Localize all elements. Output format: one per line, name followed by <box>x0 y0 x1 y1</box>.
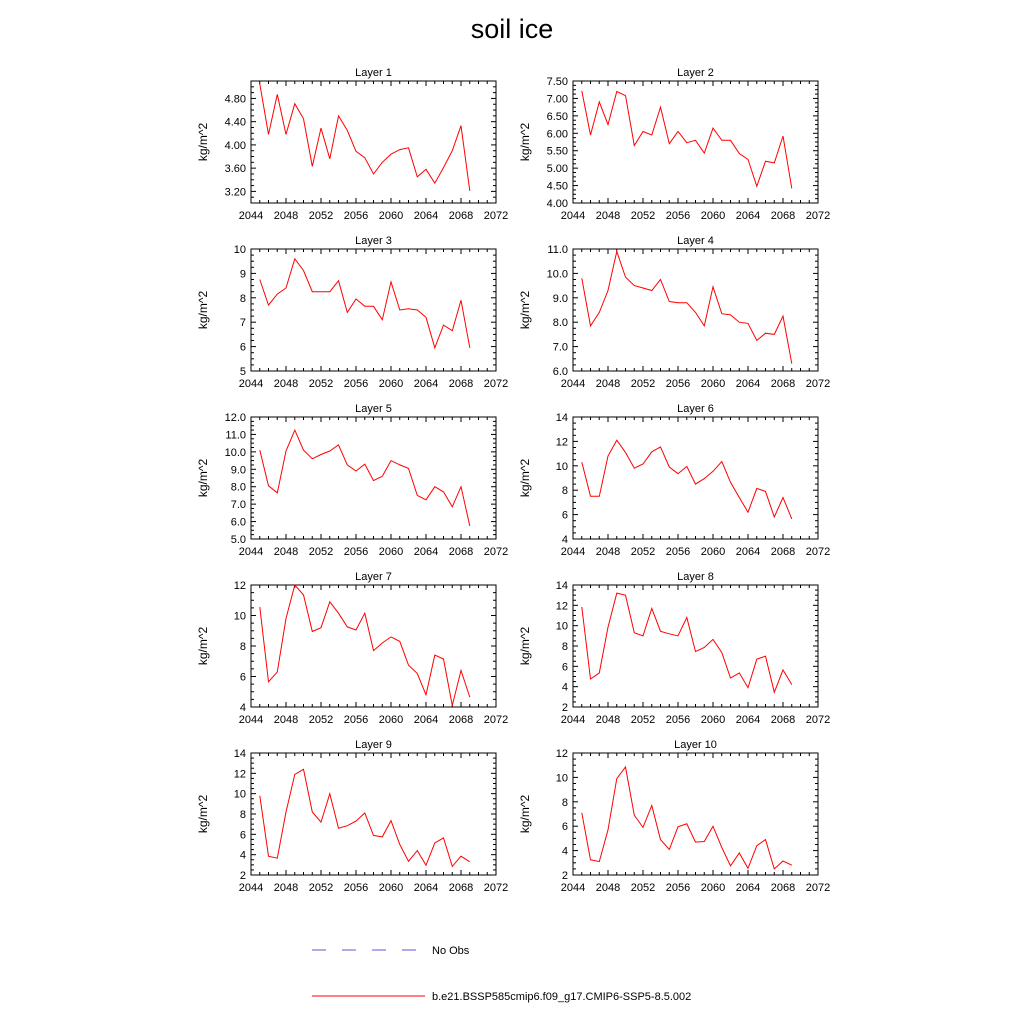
y-tick-label: 8 <box>561 796 568 809</box>
y-tick-label: 12 <box>555 748 568 760</box>
x-tick-label: 2048 <box>273 378 299 390</box>
y-tick-label: 12 <box>233 768 246 781</box>
x-tick-label: 2064 <box>413 378 439 390</box>
y-tick-label: 3.60 <box>224 163 246 176</box>
x-tick-label: 2072 <box>805 378 831 390</box>
x-tick-label: 2056 <box>343 714 369 726</box>
x-tick-label: 2056 <box>665 378 691 390</box>
y-axis-label: kg/m^2 <box>196 458 210 498</box>
series-line <box>582 440 792 519</box>
x-tick-label: 2060 <box>700 546 726 558</box>
panel-title: Layer 6 <box>677 403 714 415</box>
x-tick-label: 2060 <box>700 714 726 726</box>
x-tick-label: 2044 <box>238 714 264 726</box>
panel-1 <box>196 67 508 222</box>
x-tick-label: 2064 <box>413 546 439 558</box>
x-tick-label: 2068 <box>770 210 796 222</box>
legend <box>312 945 691 1003</box>
panel-title: Layer 3 <box>355 235 392 247</box>
y-tick-label: 5 <box>239 366 246 378</box>
plot-frame <box>251 417 496 539</box>
panel-2 <box>518 67 830 222</box>
y-tick-label: 9.0 <box>230 464 246 477</box>
y-tick-label: 6 <box>239 829 246 842</box>
x-tick-label: 2072 <box>805 210 831 222</box>
x-tick-label: 2072 <box>805 882 831 894</box>
y-tick-label: 11.0 <box>225 429 246 442</box>
y-tick-label: 6.0 <box>552 366 568 378</box>
x-tick-label: 2056 <box>343 546 369 558</box>
series-line <box>582 91 792 189</box>
x-tick-label: 2052 <box>308 378 334 390</box>
y-axis-label: kg/m^2 <box>518 626 532 666</box>
y-tick-label: 4.00 <box>224 139 246 152</box>
x-tick-label: 2048 <box>595 210 621 222</box>
x-tick-label: 2060 <box>378 210 404 222</box>
x-tick-label: 2064 <box>735 882 761 894</box>
panel-9 <box>196 739 508 894</box>
x-tick-label: 2072 <box>805 546 831 558</box>
y-tick-label: 4 <box>239 849 246 862</box>
y-tick-label: 9 <box>239 268 246 281</box>
series-line <box>260 430 470 526</box>
y-tick-label: 7.0 <box>230 499 246 512</box>
y-axis-label: kg/m^2 <box>518 122 532 162</box>
x-tick-label: 2060 <box>378 546 404 558</box>
x-tick-label: 2060 <box>378 882 404 894</box>
legend-label: b.e21.BSSP585cmip6.f09_g17.CMIP6-SSP5-8.5.002 <box>432 991 692 1003</box>
x-tick-label: 2044 <box>238 546 264 558</box>
y-tick-label: 7 <box>239 317 246 330</box>
x-tick-label: 2056 <box>343 882 369 894</box>
y-tick-label: 10.0 <box>224 446 246 459</box>
series-line <box>260 769 470 866</box>
x-tick-label: 2052 <box>630 546 656 558</box>
y-tick-label: 6 <box>239 341 246 354</box>
x-tick-label: 2044 <box>560 714 586 726</box>
x-tick-label: 2068 <box>448 546 474 558</box>
y-tick-label: 12 <box>555 600 568 613</box>
y-tick-label: 4.80 <box>224 93 246 106</box>
panel-3 <box>196 235 508 390</box>
x-tick-label: 2052 <box>630 378 656 390</box>
y-axis-label: kg/m^2 <box>196 794 210 834</box>
plot-frame <box>251 81 496 203</box>
y-tick-label: 6 <box>561 509 568 522</box>
y-tick-label: 12 <box>555 436 568 449</box>
y-tick-label: 7.50 <box>546 76 568 88</box>
y-tick-label: 8 <box>561 485 568 498</box>
x-tick-label: 2060 <box>378 714 404 726</box>
y-tick-label: 2 <box>561 870 568 882</box>
y-tick-label: 14 <box>233 748 246 760</box>
plot-frame <box>251 585 496 707</box>
x-tick-label: 2072 <box>483 378 509 390</box>
x-tick-label: 2068 <box>448 714 474 726</box>
series-line <box>260 84 470 191</box>
series-line <box>260 259 470 348</box>
panel-title: Layer 5 <box>355 403 392 415</box>
y-tick-label: 7.00 <box>546 93 568 106</box>
x-tick-label: 2064 <box>413 714 439 726</box>
y-tick-label: 4 <box>239 702 246 714</box>
x-tick-label: 2044 <box>560 210 586 222</box>
y-tick-label: 12.0 <box>224 412 246 424</box>
x-tick-label: 2064 <box>735 210 761 222</box>
panel-5 <box>196 403 508 558</box>
y-tick-label: 10.0 <box>546 268 568 281</box>
x-tick-label: 2048 <box>273 210 299 222</box>
x-tick-label: 2048 <box>273 882 299 894</box>
x-tick-label: 2056 <box>343 378 369 390</box>
x-tick-label: 2068 <box>448 882 474 894</box>
x-tick-label: 2048 <box>273 714 299 726</box>
y-tick-label: 5.50 <box>546 145 568 158</box>
x-tick-label: 2052 <box>308 882 334 894</box>
x-tick-label: 2060 <box>700 378 726 390</box>
y-tick-label: 3.20 <box>224 186 246 199</box>
panel-title: Layer 10 <box>674 739 717 751</box>
plot-frame <box>251 249 496 371</box>
y-tick-label: 8 <box>239 809 246 821</box>
y-tick-label: 4.40 <box>224 116 246 129</box>
plot-frame <box>251 753 496 875</box>
y-tick-label: 10 <box>233 788 246 801</box>
plot-frame <box>573 585 818 707</box>
x-tick-label: 2072 <box>483 546 509 558</box>
x-tick-label: 2048 <box>595 882 621 894</box>
y-tick-label: 4 <box>561 845 568 858</box>
y-axis-label: kg/m^2 <box>196 626 210 666</box>
x-tick-label: 2048 <box>595 378 621 390</box>
y-tick-label: 8 <box>561 641 568 653</box>
x-tick-label: 2044 <box>560 882 586 894</box>
panel-title: Layer 8 <box>677 571 714 583</box>
legend-label: No Obs <box>432 945 470 957</box>
y-axis-label: kg/m^2 <box>196 122 210 162</box>
y-tick-label: 6.0 <box>230 516 246 529</box>
y-tick-label: 2 <box>239 870 246 882</box>
y-axis-label: kg/m^2 <box>518 290 532 330</box>
y-tick-label: 5.0 <box>230 534 246 546</box>
panel-title: Layer 1 <box>355 67 392 79</box>
y-tick-label: 8.0 <box>552 317 568 330</box>
series-line <box>260 585 470 706</box>
y-tick-label: 10 <box>555 620 568 633</box>
y-tick-label: 11.0 <box>547 244 568 256</box>
x-tick-label: 2052 <box>308 210 334 222</box>
y-tick-label: 8 <box>239 641 246 653</box>
panel-8 <box>518 571 830 726</box>
y-tick-label: 4.50 <box>546 180 568 193</box>
panel-title: Layer 9 <box>355 739 392 751</box>
x-tick-label: 2072 <box>805 714 831 726</box>
plot-frame <box>573 249 818 371</box>
x-tick-label: 2068 <box>448 378 474 390</box>
y-tick-label: 4 <box>561 534 568 546</box>
x-tick-label: 2064 <box>413 210 439 222</box>
x-tick-label: 2072 <box>483 714 509 726</box>
plot-frame <box>573 417 818 539</box>
y-tick-label: 6.00 <box>546 128 568 141</box>
x-tick-label: 2068 <box>770 546 796 558</box>
x-tick-label: 2052 <box>308 546 334 558</box>
x-tick-label: 2044 <box>238 210 264 222</box>
y-tick-label: 8.0 <box>230 481 246 494</box>
panel-7 <box>196 571 508 726</box>
y-tick-label: 7.0 <box>552 341 568 354</box>
panel-4 <box>518 235 830 390</box>
x-tick-label: 2048 <box>595 714 621 726</box>
x-tick-label: 2056 <box>665 714 691 726</box>
y-tick-label: 10 <box>555 772 568 785</box>
x-tick-label: 2068 <box>770 378 796 390</box>
x-tick-label: 2056 <box>343 210 369 222</box>
plot-frame <box>573 753 818 875</box>
x-tick-label: 2056 <box>665 546 691 558</box>
series-line <box>582 767 792 869</box>
x-tick-label: 2044 <box>560 546 586 558</box>
x-tick-label: 2064 <box>735 546 761 558</box>
x-tick-label: 2052 <box>308 714 334 726</box>
x-tick-label: 2056 <box>665 882 691 894</box>
panel-title: Layer 4 <box>677 235 714 247</box>
x-tick-label: 2064 <box>735 714 761 726</box>
x-tick-label: 2060 <box>700 210 726 222</box>
y-tick-label: 12 <box>233 580 246 592</box>
series-line <box>582 251 792 363</box>
x-tick-label: 2052 <box>630 882 656 894</box>
x-tick-label: 2068 <box>448 210 474 222</box>
x-tick-label: 2064 <box>413 882 439 894</box>
x-tick-label: 2060 <box>378 378 404 390</box>
y-tick-label: 6 <box>239 671 246 684</box>
y-tick-label: 14 <box>555 580 568 592</box>
x-tick-label: 2052 <box>630 210 656 222</box>
y-tick-label: 10 <box>233 610 246 623</box>
panel-title: Layer 2 <box>677 67 714 79</box>
y-tick-label: 4.00 <box>546 198 568 210</box>
y-tick-label: 9.0 <box>552 292 568 305</box>
y-tick-label: 6 <box>561 661 568 674</box>
panel-10 <box>518 739 830 894</box>
y-tick-label: 4 <box>561 681 568 694</box>
y-tick-label: 8 <box>239 292 246 305</box>
x-tick-label: 2052 <box>630 714 656 726</box>
x-tick-label: 2068 <box>770 714 796 726</box>
y-axis-label: kg/m^2 <box>518 458 532 498</box>
panel-6 <box>518 403 830 558</box>
y-tick-label: 10 <box>555 460 568 473</box>
x-tick-label: 2072 <box>483 210 509 222</box>
y-axis-label: kg/m^2 <box>518 794 532 834</box>
x-tick-label: 2044 <box>238 378 264 390</box>
series-line <box>582 593 792 692</box>
y-tick-label: 6 <box>561 821 568 834</box>
x-tick-label: 2068 <box>770 882 796 894</box>
y-tick-label: 2 <box>561 702 568 714</box>
panel-title: Layer 7 <box>355 571 392 583</box>
x-tick-label: 2048 <box>273 546 299 558</box>
x-tick-label: 2048 <box>595 546 621 558</box>
y-tick-label: 14 <box>555 412 568 424</box>
chart-title: soil ice <box>470 14 554 44</box>
x-tick-label: 2044 <box>560 378 586 390</box>
x-tick-label: 2056 <box>665 210 691 222</box>
y-tick-label: 6.50 <box>546 110 568 123</box>
x-tick-label: 2064 <box>735 378 761 390</box>
y-tick-label: 10 <box>233 244 246 256</box>
y-tick-label: 5.00 <box>546 163 568 176</box>
x-tick-label: 2072 <box>483 882 509 894</box>
x-tick-label: 2044 <box>238 882 264 894</box>
x-tick-label: 2060 <box>700 882 726 894</box>
y-axis-label: kg/m^2 <box>196 290 210 330</box>
